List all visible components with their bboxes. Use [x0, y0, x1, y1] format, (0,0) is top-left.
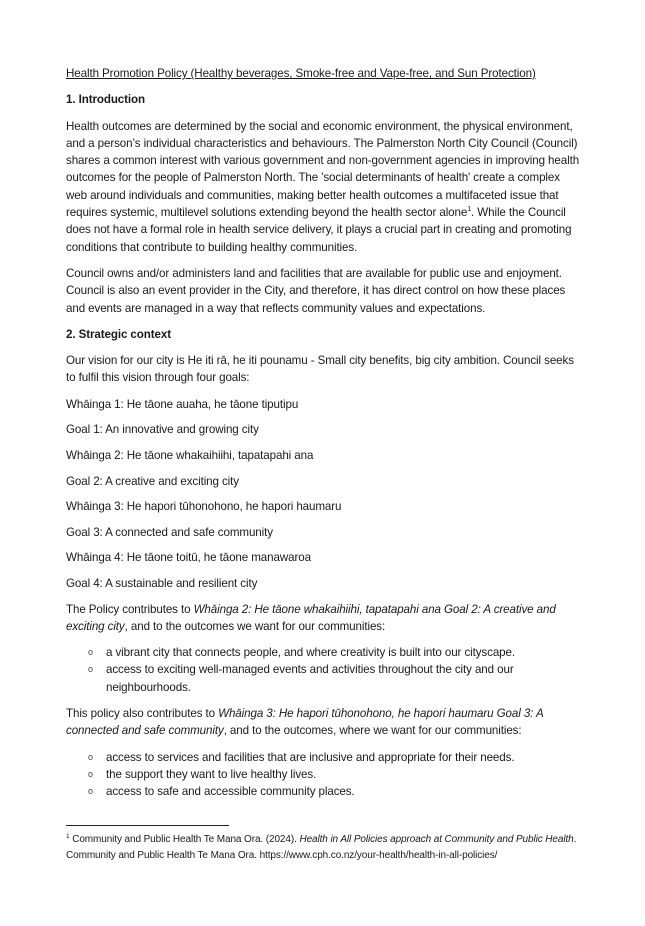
footnote-reference[interactable]: 1	[467, 206, 472, 214]
introduction-paragraph-2: Council owns and/or administers land and facilities that are available for public use and enjoyment. Council is also an event provider in the City, and therefore, it has direct control on how these places and events are managed in a way that reflects community values and expectations.	[66, 266, 566, 315]
goal-line: Goal 1: An innovative and growing city	[66, 423, 259, 437]
contribution1-suffix: , and to the outcomes we want for our communities:	[124, 619, 386, 633]
document-title: Health Promotion Policy (Healthy beverages, Smoke-free and Vape-free, and Sun Protection)	[66, 67, 536, 80]
list-item	[66, 783, 582, 800]
goal-line: Whāinga 2: He tāone whakaihiihi, tapatapahi ana	[66, 448, 314, 462]
circle-bullet-icon: o	[88, 786, 93, 797]
footnote-number: 1	[66, 833, 70, 840]
footnote-text-part2: . Community and Public Health Te Mana Ora. https://www.cph.co.nz/your-health/health-in-all-policies/	[66, 834, 577, 861]
list-item	[66, 644, 582, 661]
outcomes-list-2	[66, 749, 582, 801]
list-item-text: a vibrant city that connects people, and where creativity is built into our cityscape.	[106, 646, 515, 660]
goal-line: Whāinga 4: He tāone toitū, he tāone manawaroa	[66, 551, 311, 565]
list-item	[66, 661, 582, 696]
footnote-title: Health in All Policies approach at Community and Public Health	[299, 834, 574, 845]
contribution2-suffix: , and to the outcomes, where we want for our communities:	[223, 724, 522, 738]
intro-text-part1: Health outcomes are determined by the social and economic environment, the physical environment, and a person’s individual characteristics and behaviours. The Palmerston North City Council (Council) shares a common interest with various government and non-government agencies in improving health outcomes for the people of Palmerston North. The 'social determinants of health' create a complex web around individuals and communities, making better health outcomes a multifaceted issue that requires systemic, multilevel solutions extending beyond the health sector alone	[66, 119, 580, 220]
contribution1-goal-reference: Whāinga 2: He tāone whakaihiihi, tapatapahi ana Goal 2: A creative and exciting city	[66, 602, 556, 633]
footnote	[66, 832, 586, 863]
goal-line: Goal 3: A connected and safe community	[66, 525, 273, 539]
goal-line: Goal 2: A creative and exciting city	[66, 474, 239, 488]
contribution2-goal-reference: Whāinga 3: He hapori tūhonohono, he hapori haumaru Goal 3: A connected and safe community	[66, 706, 544, 738]
footnote-text-part1: Community and Public Health Te Mana Ora. (2024).	[69, 834, 300, 845]
section-heading-strategic-context: 2. Strategic context	[66, 327, 171, 341]
intro-text-part2: . While the Council does not have a formal role in health service delivery, it plays a crucial part in creating and promoting conditions that contribute to building healthy communities.	[66, 206, 572, 254]
contribution-paragraph-1	[66, 601, 582, 636]
circle-bullet-icon: o	[88, 751, 93, 762]
goal-line: Goal 4: A sustainable and resilient city	[66, 576, 258, 590]
circle-bullet-icon: o	[88, 768, 93, 779]
goal-line: Whāinga 1: He tāone auaha, he tāone tiputipu	[66, 397, 299, 411]
list-item-text: access to safe and accessible community places.	[106, 785, 355, 799]
list-item-text: the support they want to live healthy lives.	[106, 767, 317, 781]
section-heading-introduction: 1. Introduction	[66, 93, 146, 107]
list-item-text: access to exciting well-managed events and activities throughout the city and our neighbourhoods.	[106, 663, 514, 694]
list-item-text: access to services and facilities that are inclusive and appropriate for their needs.	[106, 750, 515, 764]
goal-line: Whāinga 3: He hapori tūhonohono, he hapori haumaru	[66, 500, 342, 514]
circle-bullet-icon: o	[88, 647, 93, 658]
contribution-paragraph-2	[66, 705, 582, 740]
footnote-separator	[66, 825, 229, 826]
document-page	[66, 65, 582, 809]
introduction-paragraph-1	[66, 118, 582, 256]
contribution2-prefix: This policy also contributes to	[66, 706, 219, 720]
list-item	[66, 749, 582, 766]
list-item	[66, 766, 582, 783]
contribution1-prefix: The Policy contributes to	[66, 602, 194, 616]
outcomes-list-1	[66, 644, 582, 696]
vision-paragraph: Our vision for our city is He iti rā, he iti pounamu - Small city benefits, big city ambition. Council seeks to fulfil this vision through four goals:	[66, 354, 574, 385]
circle-bullet-icon: o	[88, 664, 93, 675]
